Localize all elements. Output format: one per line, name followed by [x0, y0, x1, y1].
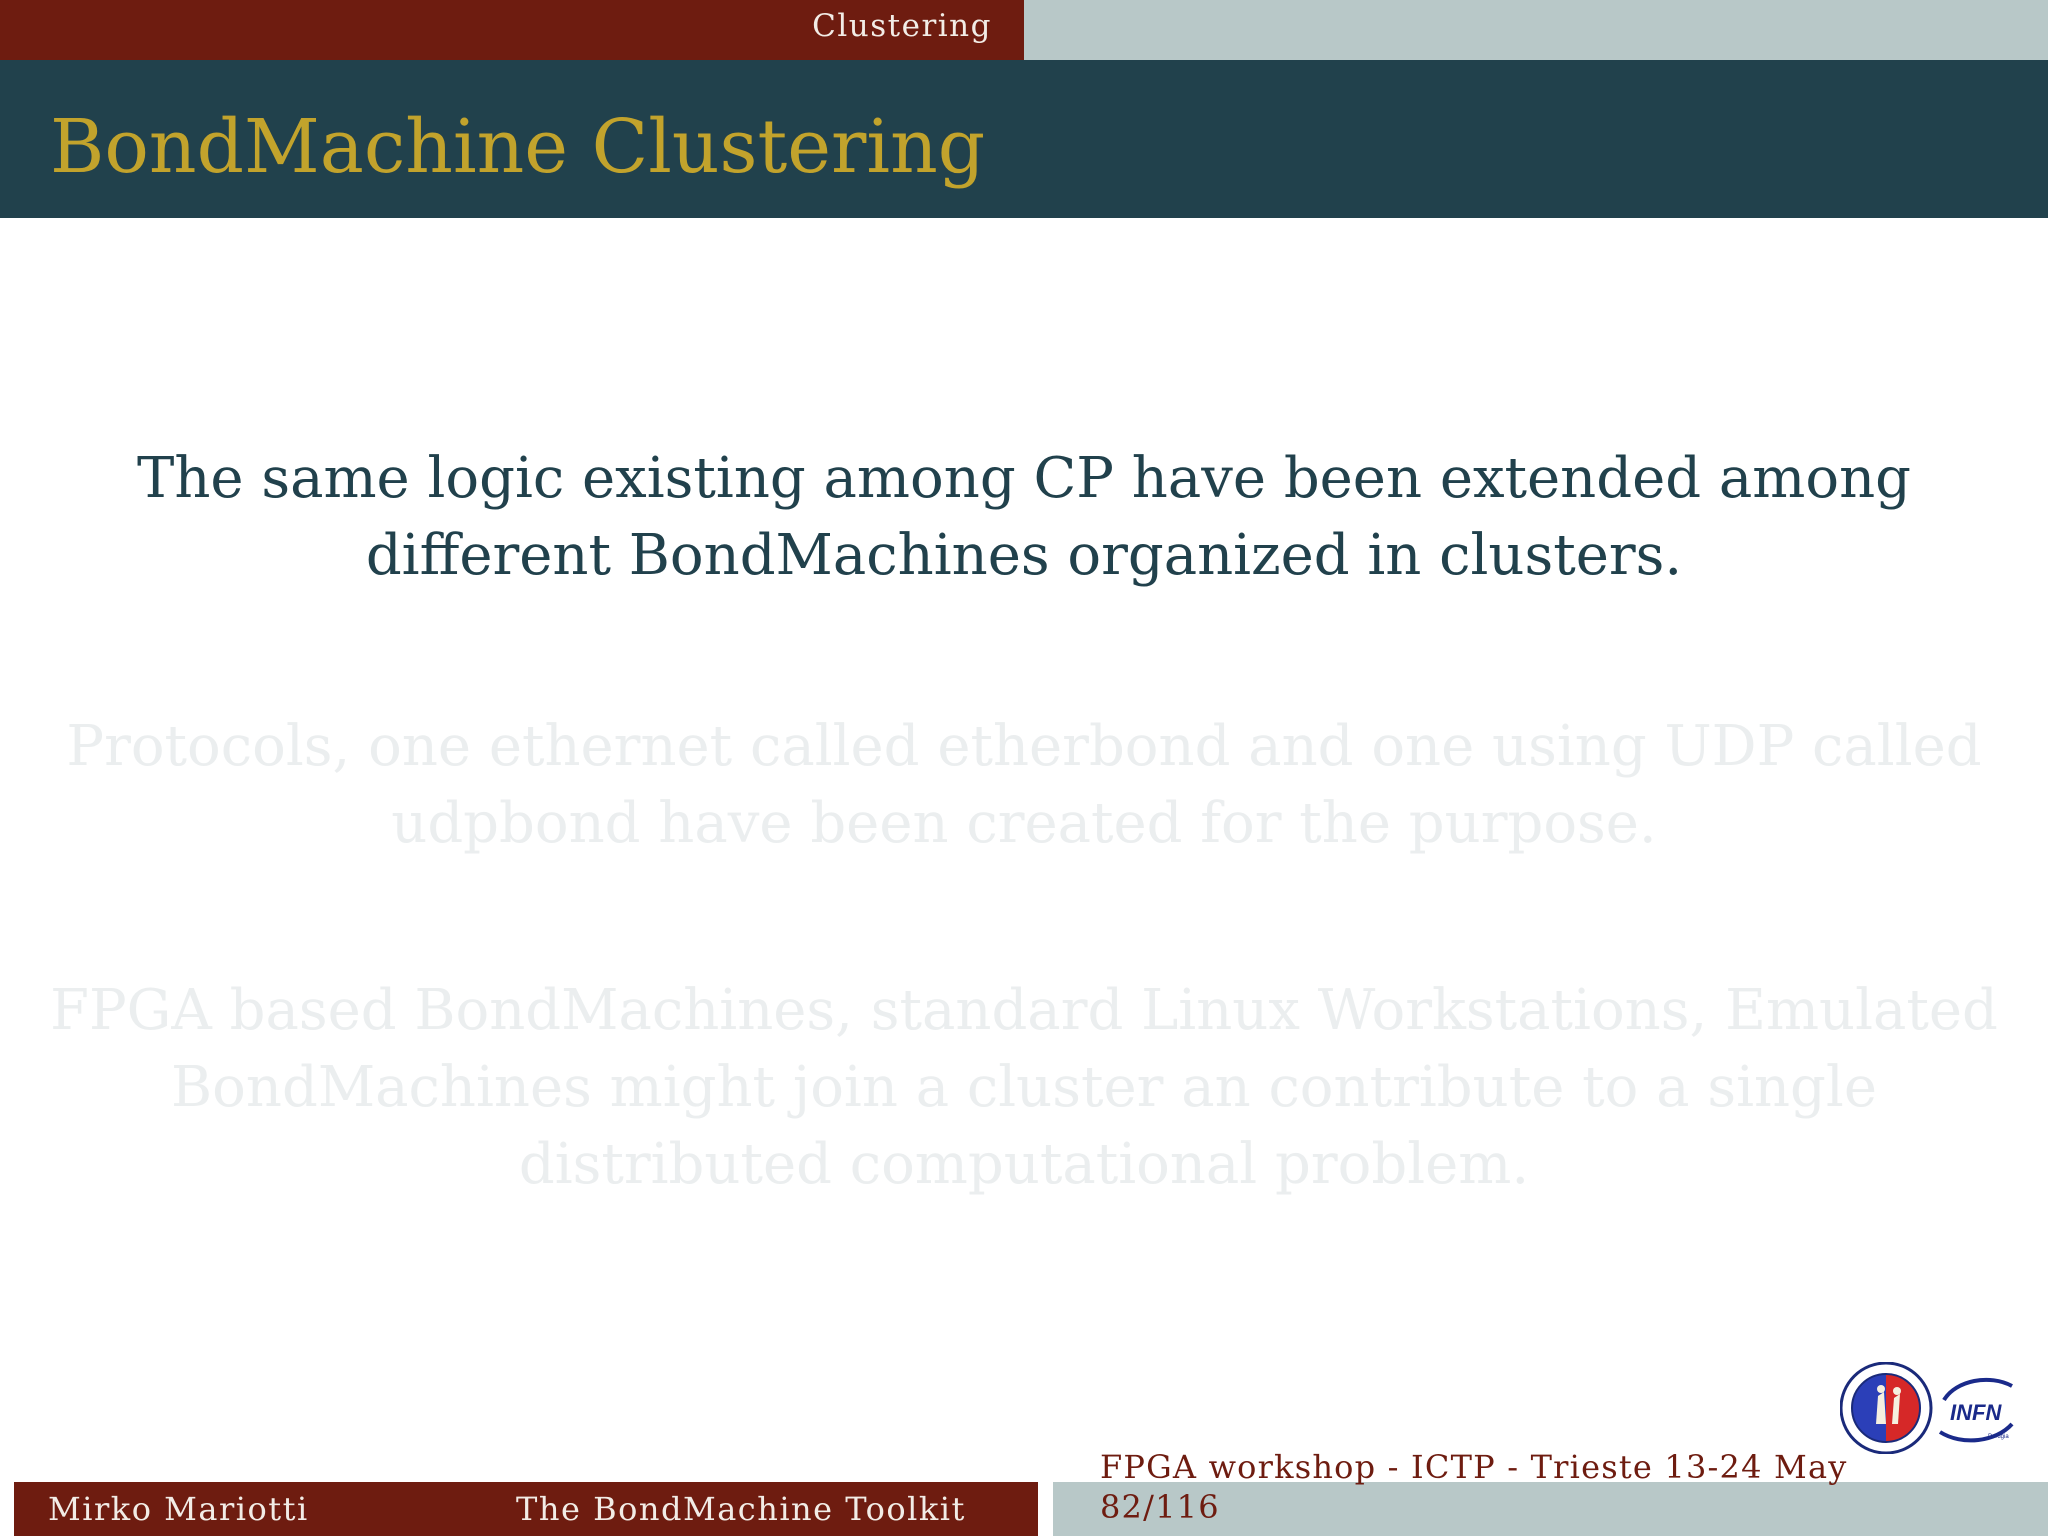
- section-header-bar: [0, 0, 2048, 60]
- section-bar-left: [0, 0, 1024, 60]
- infn-wordmark: INFN: [1950, 1400, 2002, 1425]
- footer-talk-title: The BondMachine Toolkit: [516, 1490, 966, 1528]
- infn-subtitle: Perugia: [1988, 1434, 2009, 1440]
- title-band: [0, 60, 2048, 218]
- paragraph-faded: FPGA based BondMachines, standard Linux Workstations, Emulated BondMachines might join a cluster an contribute to a single distributed computational problem.: [50, 978, 1998, 1197]
- section-label: Clustering: [812, 8, 992, 44]
- institution-logos: [1840, 1362, 2020, 1454]
- footer-event: FPGA workshop - ICTP - Trieste 13-24 May: [1100, 1448, 1848, 1486]
- page-number: 82/116: [1100, 1488, 1220, 1526]
- paragraph-active: The same logic existing among CP have been extended among different BondMachines organized in clusters.: [136, 446, 1912, 588]
- paragraph-faded: Protocols, one ethernet called etherbond and one using UDP called udpbond have been created for the purpose.: [66, 714, 1982, 856]
- section-bar-right: [1024, 0, 2048, 60]
- footer-bar: [0, 1482, 2048, 1536]
- university-seal-logo: [1841, 1363, 1931, 1453]
- infn-logo: [1940, 1380, 2012, 1441]
- slide-title: BondMachine Clustering: [50, 104, 986, 190]
- footer-author: Mirko Mariotti: [48, 1490, 309, 1528]
- logos-svg: [1840, 1362, 2020, 1454]
